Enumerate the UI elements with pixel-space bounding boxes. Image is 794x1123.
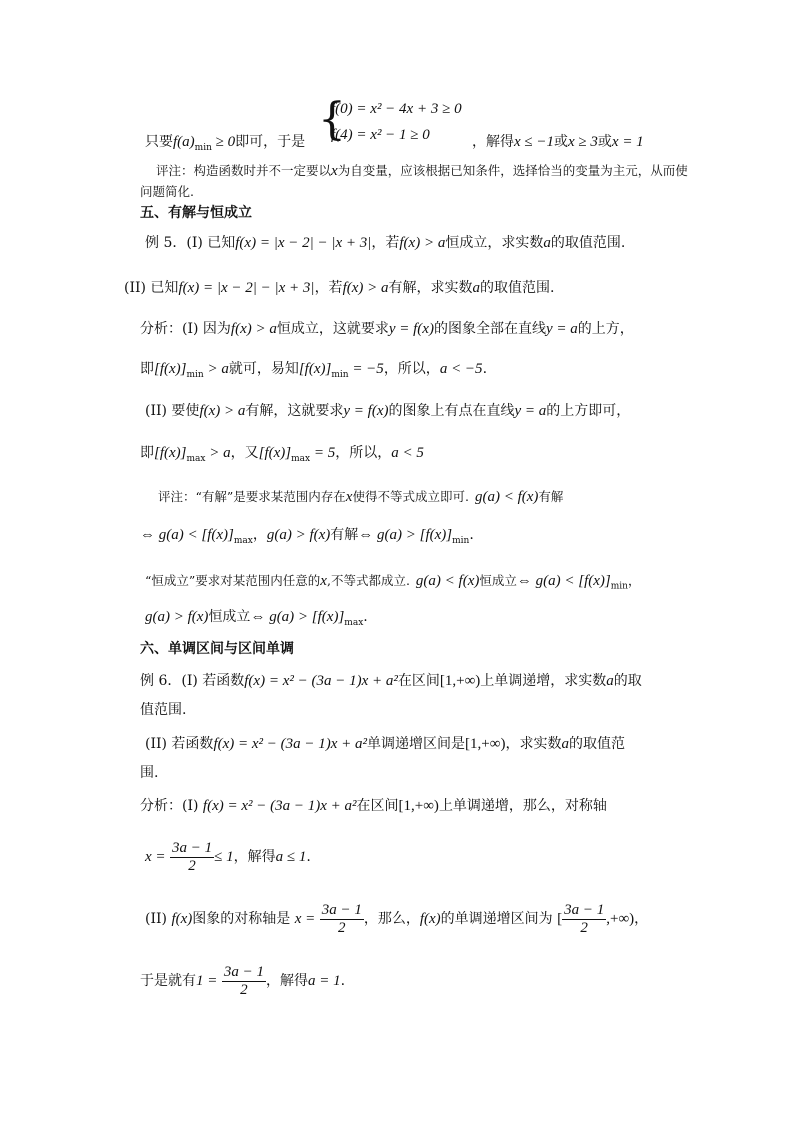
- section-heading-6: 六、单调区间与区间单调: [140, 641, 294, 657]
- text: (II) 若函数: [145, 736, 214, 752]
- text: 恒成立，这就要求: [276, 321, 389, 337]
- math: y = a: [545, 321, 578, 337]
- text: .: [340, 973, 346, 989]
- math: x ≥ 3: [568, 134, 598, 150]
- math: ≥ 0: [211, 134, 236, 150]
- text: 恒成立: [479, 573, 517, 588]
- math: f(x) > a: [230, 321, 277, 337]
- fraction: [170, 840, 214, 875]
- text: 图象的对称轴是: [192, 911, 291, 927]
- text: 例 5．(I) 已知: [145, 235, 236, 251]
- fraction: [222, 964, 266, 999]
- text: 有解，这就要求: [245, 403, 344, 419]
- math: f(x) > a: [199, 403, 246, 419]
- denominator: 2: [338, 919, 346, 936]
- ex5-line-1: [145, 234, 625, 252]
- math: ⇔ g(a) > [f(x)]: [358, 527, 453, 543]
- text: ，解得: [265, 973, 308, 989]
- math: f(4) = x² − 1 ≥ 0: [331, 127, 430, 143]
- text: 分析：(I): [140, 798, 199, 814]
- text: “恒成立”要求对某范围内任意的: [145, 573, 321, 588]
- math: f(x) = x² − (3a − 1)x + a²: [244, 673, 398, 689]
- subscript: max: [344, 617, 364, 628]
- subscript: min: [194, 142, 212, 153]
- math: a: [543, 235, 551, 251]
- math: f(x): [171, 911, 193, 927]
- subscript: max: [291, 453, 311, 464]
- text: 的上方，: [577, 321, 634, 337]
- text: 例 6．(I) 若函数: [140, 673, 245, 689]
- text: ,不等式都成立.: [326, 573, 410, 588]
- math: y = f(x): [388, 321, 434, 337]
- subscript: min: [452, 535, 470, 546]
- subscript: max: [186, 453, 206, 464]
- math: a < −5: [439, 361, 483, 377]
- text: 为自变量，应该根据已知条件，选择恰当的变量为主元，从而使: [337, 163, 688, 178]
- math: = 5: [310, 445, 336, 461]
- text: ，解得: [472, 134, 514, 150]
- math: [1,+∞): [465, 736, 506, 752]
- text: 于是就有: [140, 973, 196, 989]
- numerator: 3a − 1: [171, 839, 213, 856]
- text: 的取值范围.: [480, 280, 555, 296]
- fraction: [320, 902, 364, 937]
- ex6-line-2: 值范围.: [140, 702, 187, 718]
- fraction: [562, 902, 606, 937]
- text: 恒成立，求实数: [445, 235, 544, 251]
- math: g(a) < f(x): [474, 489, 539, 505]
- text: ，若: [371, 235, 400, 251]
- an6-line-3: [145, 900, 648, 938]
- text: 或: [597, 134, 612, 150]
- text: (II) 已知: [124, 280, 179, 296]
- math: ⇔ g(a) < [f(x)]: [140, 527, 234, 543]
- p1-line-end: [472, 133, 644, 151]
- math: a ≤ 1: [275, 849, 307, 865]
- text: 上单调递增，那么，对称轴: [438, 798, 607, 814]
- math: f(x): [419, 911, 441, 927]
- math: a = 1: [307, 973, 341, 989]
- math: f(0) = x² − 4x + 3 ≥ 0: [331, 101, 462, 117]
- note2-line-1: [158, 488, 563, 506]
- text: 评注：“有解”是要求某范围内存在: [158, 489, 346, 504]
- math: x: [320, 573, 327, 589]
- math: [1,+∞): [398, 798, 439, 814]
- system-line-1: [331, 100, 462, 118]
- an6-line-1: [140, 797, 607, 815]
- text: 的取值范围.: [550, 235, 626, 251]
- math: ⇔ g(a) > [f(x)]: [250, 609, 345, 625]
- text: 的上方即可，: [546, 403, 631, 419]
- math: f(x) > a: [399, 235, 446, 251]
- subscript: max: [233, 535, 253, 546]
- text: 的图象全部在直线: [433, 321, 546, 337]
- numerator: 3a − 1: [321, 901, 362, 918]
- text: ，所以，: [383, 361, 440, 377]
- left-brace: {: [318, 94, 346, 145]
- text: 使得不等式成立即可.: [352, 489, 469, 504]
- text: 在区间: [397, 673, 440, 689]
- text: 的取值范: [568, 736, 625, 752]
- text: 分析：(I) 因为: [140, 321, 231, 337]
- text: ，: [252, 527, 267, 543]
- text: (II) 要使: [145, 403, 200, 419]
- text: 在区间: [356, 798, 399, 814]
- math: ,+∞): [606, 911, 635, 927]
- ex6-line-3: [145, 735, 625, 753]
- math: x =: [145, 849, 166, 865]
- an6-line-2: [145, 838, 311, 876]
- an5-line-3: [145, 402, 630, 420]
- math: > a: [203, 361, 229, 377]
- text: ，又: [230, 445, 259, 461]
- math: [1,+∞): [439, 673, 481, 689]
- note2-line-3: [145, 572, 640, 596]
- text: 有解，求实数: [388, 280, 473, 296]
- math: x =: [294, 911, 316, 927]
- an5-line-2: [140, 360, 487, 384]
- text: (II): [145, 911, 167, 927]
- text: 的单调递增区间为: [440, 911, 553, 927]
- math: x ≤ −1: [514, 134, 555, 150]
- math: [f(x)]: [154, 445, 187, 461]
- ex6-line-4: 围.: [140, 765, 159, 781]
- denominator: 2: [188, 857, 196, 874]
- math: [: [557, 911, 563, 927]
- text: 单调递增区间是: [367, 736, 466, 752]
- math: g(a) < f(x): [415, 573, 480, 589]
- text: 有解: [538, 489, 564, 504]
- ex5-line-2: [124, 279, 554, 297]
- text: 问题简化.: [140, 184, 194, 199]
- text: 即可，于是: [235, 134, 306, 150]
- math: y = f(x): [343, 403, 389, 419]
- text: ，解得: [233, 849, 276, 865]
- math: [f(x)]: [258, 445, 292, 461]
- section-heading-5: 五、有解与恒成立: [140, 205, 252, 221]
- p1-line: [145, 133, 305, 157]
- math: y = a: [514, 403, 547, 419]
- system-line-2: [331, 126, 430, 144]
- math: f(x) = x² − (3a − 1)x + a²: [202, 798, 357, 814]
- text: 就可，易知: [228, 361, 299, 377]
- math: x = 1: [611, 134, 644, 150]
- math: x: [345, 489, 353, 505]
- math: f(x) = x² − (3a − 1)x + a²: [213, 736, 368, 752]
- text: ，: [627, 573, 641, 588]
- math: f(x) > a: [342, 280, 389, 296]
- an6-line-4: [140, 962, 345, 1000]
- math: f(x) = |x − 2| − |x + 3|: [235, 235, 372, 251]
- note2-line-4: [145, 608, 368, 632]
- math: g(a) > f(x): [145, 609, 209, 625]
- numerator: 3a − 1: [223, 963, 264, 980]
- subscript: min: [186, 369, 204, 380]
- text: 即: [140, 361, 154, 377]
- math: ≤ 1: [214, 849, 234, 865]
- text: 恒成立: [208, 609, 251, 625]
- math: a: [561, 736, 569, 752]
- note1-line-2: [140, 183, 194, 201]
- denominator: 2: [580, 919, 588, 936]
- math: a: [472, 280, 480, 296]
- an5-line-1: [140, 320, 634, 338]
- denominator: 2: [240, 981, 248, 998]
- numerator: 3a − 1: [564, 901, 605, 918]
- text: .: [306, 849, 311, 865]
- note1-line-1: [156, 162, 688, 180]
- ex6-line-1: [140, 672, 642, 690]
- math: g(a) > f(x): [266, 527, 331, 543]
- math: a < 5: [391, 445, 424, 461]
- text: 上单调递增，求实数: [480, 673, 607, 689]
- text: 即: [140, 445, 154, 461]
- text: ，求实数: [505, 736, 562, 752]
- math: [f(x)]: [154, 361, 187, 377]
- text: 只要: [145, 134, 173, 150]
- math: ⇔ g(a) < [f(x)]: [516, 573, 611, 589]
- math: a: [606, 673, 614, 689]
- text: .: [469, 527, 474, 543]
- math: > a: [205, 445, 231, 461]
- text: ，那么，: [363, 911, 420, 927]
- text: ，若: [314, 280, 343, 296]
- math: 1 =: [196, 973, 218, 989]
- text: ，: [634, 911, 649, 927]
- text: ，所以，: [335, 445, 392, 461]
- math: f(x) = |x − 2| − |x + 3|: [178, 280, 315, 296]
- text: 有解: [330, 527, 359, 543]
- an5-line-4: [140, 444, 424, 468]
- note2-line-2: [140, 526, 474, 550]
- subscript: min: [610, 581, 628, 592]
- text: 的取: [613, 673, 642, 689]
- math: [f(x)]: [298, 361, 332, 377]
- text: .: [482, 361, 488, 377]
- text: 评注：构造函数时并不一定要以: [156, 163, 332, 178]
- text: .: [363, 609, 368, 625]
- subscript: min: [331, 369, 349, 380]
- math: f(a): [173, 134, 195, 150]
- text: 或: [554, 134, 569, 150]
- math: x: [331, 163, 338, 179]
- text: 的图象上有点在直线: [388, 403, 515, 419]
- math: = −5: [348, 361, 384, 377]
